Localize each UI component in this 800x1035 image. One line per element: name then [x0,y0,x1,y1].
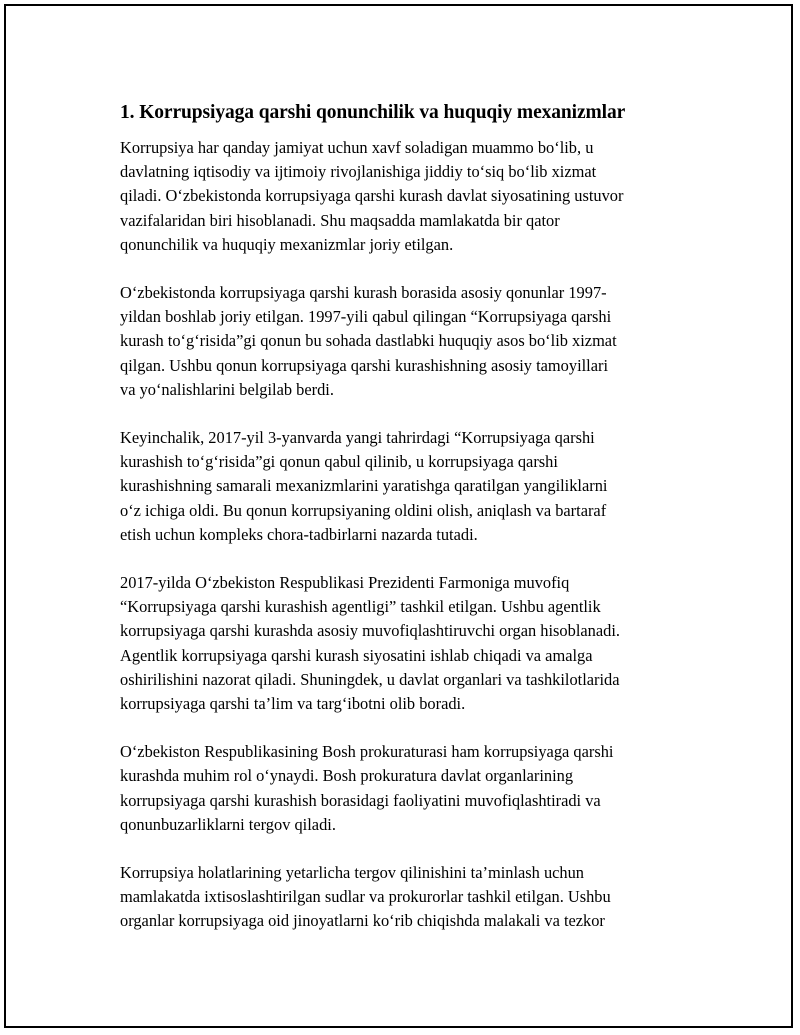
text-line: o‘z ichiga oldi. Bu qonun korrupsiyaning oldini olish, aniqlash va bartaraf [120,500,607,520]
text-line: kurashishning samarali mexanizmlarini yaratishga qaratilgan yangiliklarni [120,476,608,496]
text-line: kurashish to‘g‘risida”gi qonun qabul qilinib, u korrupsiyaga qarshi [120,452,558,472]
text-line: etish uchun kompleks chora-tadbirlarni nazarda tutadi. [120,524,478,544]
text-line: va yo‘nalishlarini belgilab berdi. [120,379,334,399]
page-frame [4,4,793,1028]
text-line: “Korrupsiyaga qarshi kurashish agentligi” tashkil etilgan. Ushbu agentlik [120,597,601,617]
document-body [120,99,692,958]
text-line: korrupsiyaga qarshi ta’lim va targ‘ibotni olib boradi. [120,694,466,714]
text-line: O‘zbekistonda korrupsiyaga qarshi kurash borasida asosiy qonunlar 1997- [120,283,607,303]
text-line: davlatning iqtisodiy va ijtimoiy rivojlanishiga jiddiy to‘siq bo‘lib xizmat [120,162,597,182]
text-line: korrupsiyaga qarshi kurashda asosiy muvofiqlashtiruvchi organ hisoblanadi. [120,621,620,641]
text-line: kurash to‘g‘risida”gi qonun bu sohada dastlabki huquqiy asos bo‘lib xizmat [120,331,617,351]
text-line: mamlakatda ixtisoslashtirilgan sudlar va prokurorlar tashkil etilgan. Ushbu [120,887,611,907]
section-heading: 1. Korrupsiyaga qarshi qonunchilik va huquqiy mexanizmlar [120,102,626,123]
text-line: organlar korrupsiyaga oid jinoyatlarni ko‘rib chiqishda malakali va tezkor [120,911,605,931]
text-line: 2017-yilda O‘zbekiston Respublikasi Prezidenti Farmoniga muvofiq [120,573,570,593]
paragraph-courts [120,861,692,934]
text-line: qiladi. O‘zbekistonda korrupsiyaga qarshi kurash davlat siyosatining ustuvor [120,186,624,206]
text-line: Korrupsiya har qanday jamiyat uchun xavf soladigan muammo bo‘lib, u [120,138,594,157]
text-line: korrupsiyaga qarshi kurashish borasidagi faoliyatini muvofiqlashtiradi va [120,790,601,810]
text-line: kurashda muhim rol o‘ynaydi. Bosh prokuratura davlat organlarining [120,766,574,786]
text-line: yildan boshlab joriy etilgan. 1997-yili qabul qilingan “Korrupsiyaga qarshi [120,307,612,327]
text-line: qonunbuzarliklarni tergov qiladi. [120,814,336,834]
text-line: qonunchilik va huquqiy mexanizmlar joriy etilgan. [120,234,454,254]
paragraph-intro [120,136,692,257]
text-line: vazifalaridan biri hisoblanadi. Shu maqsadda mamlakatda bir qator [120,210,560,230]
text-line: qilgan. Ushbu qonun korrupsiyaga qarshi kurashishning asosiy tamoyillari [120,355,609,375]
text-line: oshirilishini nazorat qiladi. Shuningdek, u davlat organlari va tashkilotlarida [120,669,620,689]
text-line: Agentlik korrupsiyaga qarshi kurash siyosatini ishlab chiqadi va amalga [120,645,593,665]
paragraph-prosecutor [120,740,692,837]
text-line: Korrupsiya holatlarining yetarlicha tergov qilinishini ta’minlash uchun [120,863,584,883]
text-line: O‘zbekiston Respublikasining Bosh prokuraturasi ham korrupsiyaga qarshi [120,742,614,762]
paragraph-agency [120,571,692,716]
text-line: Keyinchalik, 2017-yil 3-yanvarda yangi tahrirdagi “Korrupsiyaga qarshi [120,428,595,448]
paragraph-1997-law [120,281,692,402]
paragraph-2017-law [120,426,692,547]
